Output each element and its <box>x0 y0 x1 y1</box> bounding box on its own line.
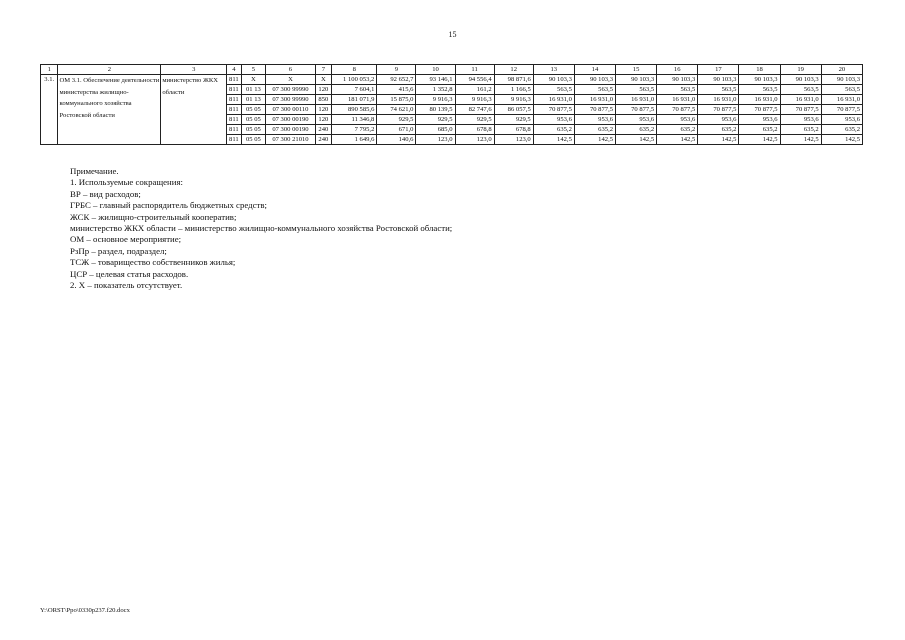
table-cell: 70 877,5 <box>780 105 821 115</box>
table-cell: 70 877,5 <box>821 105 862 115</box>
table-cell: 850 <box>315 95 331 105</box>
table-cell: 678,8 <box>494 125 533 135</box>
table-cell: 635,2 <box>574 125 615 135</box>
table-cell: 161,2 <box>455 85 494 95</box>
table-cell: 142,5 <box>698 135 739 145</box>
table-cell: 123,0 <box>416 135 455 145</box>
header-cell: 13 <box>533 65 574 75</box>
note-line: ОМ – основное мероприятие; <box>70 234 182 245</box>
table-cell: 142,5 <box>574 135 615 145</box>
table-cell: 1 649,6 <box>332 135 377 145</box>
table-cell: 70 877,5 <box>533 105 574 115</box>
table-cell: 563,5 <box>698 85 739 95</box>
header-cell: 1 <box>41 65 58 75</box>
table-cell: 563,5 <box>821 85 862 95</box>
table-cell: 90 103,3 <box>616 75 657 85</box>
table-cell: 90 103,3 <box>739 75 780 85</box>
table-cell: 811 <box>227 105 241 115</box>
table-cell: 811 <box>227 95 241 105</box>
table-cell: 90 103,3 <box>821 75 862 85</box>
table-cell: 635,2 <box>821 125 862 135</box>
table-cell: 90 103,3 <box>574 75 615 85</box>
table-cell: 953,6 <box>780 115 821 125</box>
note-heading: Примечание. <box>70 166 119 176</box>
table-cell: 07 300 21010 <box>266 135 315 145</box>
page-number: 15 <box>448 30 457 39</box>
table-cell: 142,5 <box>533 135 574 145</box>
header-cell: 16 <box>657 65 698 75</box>
table-cell: Х <box>241 75 266 85</box>
table-cell: 142,5 <box>616 135 657 145</box>
table-cell: 123,0 <box>455 135 494 145</box>
table-cell: 953,6 <box>574 115 615 125</box>
table-cell: 685,0 <box>416 125 455 135</box>
table-cell: 142,5 <box>657 135 698 145</box>
table-cell: 142,5 <box>821 135 862 145</box>
table-cell: 74 621,0 <box>377 105 416 115</box>
table-cell: 563,5 <box>616 85 657 95</box>
header-cell: 15 <box>616 65 657 75</box>
table-cell: 181 071,9 <box>332 95 377 105</box>
table-cell: 563,5 <box>739 85 780 95</box>
executor: министерство ЖКХ области <box>161 75 227 145</box>
table-cell: 811 <box>227 115 241 125</box>
header-cell: 5 <box>241 65 266 75</box>
table-cell: 80 139,5 <box>416 105 455 115</box>
table-cell: 07 300 99990 <box>266 85 315 95</box>
table-cell: 671,0 <box>377 125 416 135</box>
table-cell: 953,6 <box>657 115 698 125</box>
header-cell: 8 <box>332 65 377 75</box>
header-cell: 20 <box>821 65 862 75</box>
table-cell: 05 05 <box>241 105 266 115</box>
table-cell: 01 13 <box>241 95 266 105</box>
note-line: ЖСК – жилищно-строительный кооператив; <box>70 211 237 222</box>
note-line: ТСЖ – товарищество собственников жилья; <box>70 257 236 268</box>
table-cell: 635,2 <box>739 125 780 135</box>
note-line: министерство ЖКХ области – министерство жилищно-коммунального хозяйства Ростовской области; <box>70 223 453 234</box>
header-cell: 18 <box>739 65 780 75</box>
table-cell: 929,5 <box>494 115 533 125</box>
note-line: 1. Используемые сокращения: <box>70 177 183 188</box>
table-cell: 16 931,0 <box>821 95 862 105</box>
table-cell: 16 931,0 <box>574 95 615 105</box>
table-cell: 635,2 <box>780 125 821 135</box>
table-cell: 93 146,1 <box>416 75 455 85</box>
row-id: 3.1. <box>41 75 58 145</box>
header-cell: 17 <box>698 65 739 75</box>
header-cell: 10 <box>416 65 455 75</box>
header-cell: 7 <box>315 65 331 75</box>
table-cell: 90 103,3 <box>533 75 574 85</box>
table-cell: 140,6 <box>377 135 416 145</box>
header-cell: 14 <box>574 65 615 75</box>
note-line: ВР – вид расходов; <box>70 188 141 199</box>
table-cell: 90 103,3 <box>698 75 739 85</box>
table-cell: 16 931,0 <box>533 95 574 105</box>
table-cell: 953,6 <box>533 115 574 125</box>
table-cell: 07 300 00190 <box>266 115 315 125</box>
table-cell: 1 100 053,2 <box>332 75 377 85</box>
table-header-row <box>41 65 863 75</box>
table-cell: 678,8 <box>455 125 494 135</box>
table-cell: 890 585,6 <box>332 105 377 115</box>
table-cell: 635,2 <box>533 125 574 135</box>
table-cell: 240 <box>315 135 331 145</box>
note-line: ГРБС – главный распорядитель бюджетных средств; <box>70 200 267 211</box>
table-cell: 240 <box>315 125 331 135</box>
table-cell: 01 13 <box>241 85 266 95</box>
table-cell: 1 352,8 <box>416 85 455 95</box>
table-cell: 811 <box>227 85 241 95</box>
table-cell: 05 05 <box>241 115 266 125</box>
table-cell: 120 <box>315 85 331 95</box>
table-cell: 929,5 <box>377 115 416 125</box>
table-cell: 953,6 <box>616 115 657 125</box>
table-cell: 94 556,4 <box>455 75 494 85</box>
table-cell: 929,5 <box>455 115 494 125</box>
table-cell: 70 877,5 <box>657 105 698 115</box>
table-cell: 9 916,3 <box>416 95 455 105</box>
table-row <box>41 75 863 85</box>
table-cell: 563,5 <box>574 85 615 95</box>
table-cell: 86 057,5 <box>494 105 533 115</box>
table-cell: 142,5 <box>739 135 780 145</box>
header-cell: 2 <box>58 65 161 75</box>
table-cell: 929,5 <box>416 115 455 125</box>
table-cell: 90 103,3 <box>657 75 698 85</box>
table-cell: 70 877,5 <box>574 105 615 115</box>
table-cell: 7 604,1 <box>332 85 377 95</box>
table-cell: 811 <box>227 75 241 85</box>
note-line: РзПр – раздел, подраздел; <box>70 245 167 256</box>
table-cell: 05 05 <box>241 135 266 145</box>
table-cell: 16 931,0 <box>616 95 657 105</box>
table-cell: 123,0 <box>494 135 533 145</box>
table-cell: 05 05 <box>241 125 266 135</box>
table-cell: 9 916,3 <box>455 95 494 105</box>
table-cell: 16 931,0 <box>739 95 780 105</box>
header-cell: 3 <box>161 65 227 75</box>
table-cell: 635,2 <box>657 125 698 135</box>
table-cell: 811 <box>227 135 241 145</box>
table-cell: 11 346,8 <box>332 115 377 125</box>
table-cell: 120 <box>315 115 331 125</box>
table-cell: Х <box>266 75 315 85</box>
table-cell: 16 931,0 <box>780 95 821 105</box>
table-cell: 563,5 <box>780 85 821 95</box>
file-path-footer: Y:\ORST\Ppo\0330p237.f20.docx <box>40 607 130 614</box>
header-cell: 4 <box>227 65 241 75</box>
table-cell: 70 877,5 <box>698 105 739 115</box>
table-cell: 563,5 <box>533 85 574 95</box>
table-cell: 120 <box>315 105 331 115</box>
note-line: 2. Х – показатель отсутствует. <box>70 280 183 291</box>
table-cell: 953,6 <box>821 115 862 125</box>
budget-table <box>40 64 863 145</box>
table-cell: 07 300 99990 <box>266 95 315 105</box>
table-cell: 90 103,3 <box>780 75 821 85</box>
header-cell: 9 <box>377 65 416 75</box>
table-cell: 1 166,5 <box>494 85 533 95</box>
table-cell: 07 300 00190 <box>266 125 315 135</box>
table-cell: 82 747,6 <box>455 105 494 115</box>
header-cell: 19 <box>780 65 821 75</box>
table-cell: 563,5 <box>657 85 698 95</box>
table-cell: 635,2 <box>616 125 657 135</box>
table-cell: 415,6 <box>377 85 416 95</box>
table-cell: 7 795,2 <box>332 125 377 135</box>
table-cell: 70 877,5 <box>616 105 657 115</box>
table-cell: 635,2 <box>698 125 739 135</box>
header-cell: 11 <box>455 65 494 75</box>
table-cell: 9 916,3 <box>494 95 533 105</box>
table-cell: 07 300 00110 <box>266 105 315 115</box>
table-cell: 98 871,6 <box>494 75 533 85</box>
table-cell: 953,6 <box>698 115 739 125</box>
note-line: ЦСР – целевая статья расходов. <box>70 268 189 279</box>
table-cell: 142,5 <box>780 135 821 145</box>
table-cell: 811 <box>227 125 241 135</box>
measure-description: ОМ 3.1. Обеспечение деятельности министерства жилищно-коммунального хозяйства Ростовской области <box>58 75 161 145</box>
header-cell: 6 <box>266 65 315 75</box>
header-cell: 12 <box>494 65 533 75</box>
table-cell: 70 877,5 <box>739 105 780 115</box>
table-cell: 15 875,0 <box>377 95 416 105</box>
table-cell: 16 931,0 <box>657 95 698 105</box>
table-cell: 92 652,7 <box>377 75 416 85</box>
table-cell: 16 931,0 <box>698 95 739 105</box>
notes-block <box>70 166 870 291</box>
table-cell: 953,6 <box>739 115 780 125</box>
table-cell: Х <box>315 75 331 85</box>
